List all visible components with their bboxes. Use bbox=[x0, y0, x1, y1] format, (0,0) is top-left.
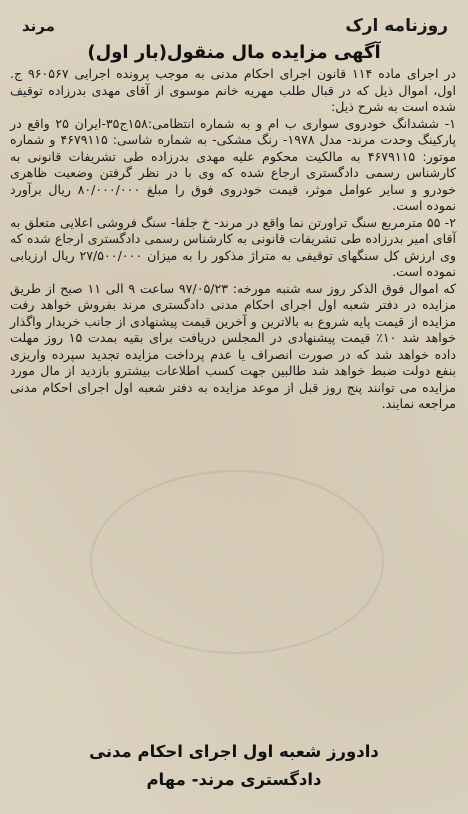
header-row bbox=[22, 14, 448, 38]
signature-title: دادورز شعبه اول اجرای احکام مدنی bbox=[89, 742, 379, 761]
auction-terms-paragraph: که اموال فوق الذکر روز سه شنبه مورخه: ۹۷/۰۵/۲۳ ساعت ۹ الی ۱۱ صبح از طریق مزایده در دفتر شعبه اول اجرای احکام مدنی دادگستری مرند بفروش خواهد رفت مزایده از قیمت پایه شروع به بالاترین و آخرین قیمت پیشنهادی از جانب خریدار واگذار خواهد شد ۱۰٪ قیمت پیشنهادی در المجلس دریافت برای بقیه بمدت ۱۵ روز مهلت داده خواهد شد که در صورت انصراف یا عدم پرداخت مزایده تجدید سپرده واریزی بنفع دولت ضبط خواهد شد طالبین جهت کسب اطلاعات بیشترو بازدید از مال مورد مزایده می توانند پنج روز قبل از موعد مزایده به دفتر شعبه اول اجرای احکام مدنی مراجعه نمایند. bbox=[10, 280, 457, 411]
item-1-paragraph: ۱- ششدانگ خودروی سواری ب ام و به شماره انتظامی:۱۵۸ج۳۵-ایران ۲۵ واقع در پارکینگ وحدت مرند- مدل ۱۹۷۸- رنگ مشکی- به شماره شاسی: ۴۶۷۹۱۱۵ و شماره موتور: ۴۶۷۹۱۱۵ به مالکیت محکوم علیه مهدی بدرزاده طی تشریفات قانونی به کارشناس رسمی دادگستری ارجاع شده که وی با در نظر گرفتن وضعیت ظاهری خودرو و سایر عوامل موثر، قیمت خودروی فوق را مبلغ ۸۰/۰۰۰/۰۰۰ ریال برآورد نموده است. bbox=[10, 115, 457, 213]
signature-organization: دادگستری مرند- مهام bbox=[146, 770, 322, 789]
intro-paragraph: در اجرای ماده ۱۱۴ قانون اجرای احکام مدنی به موجب پرونده اجرایی ۹۶۰۵۶۷ ج. اول، اموال ذیل که در قبال طلب مهریه خانم موسوی از آقای مهدی بدرزاده توقیف شده است به شرح ذیل: bbox=[10, 66, 457, 114]
newspaper-name: روزنامه ارک bbox=[345, 16, 448, 36]
notice-title: آگهی مزایده مال منقول(بار اول) bbox=[87, 42, 381, 63]
city-name: مرند bbox=[22, 17, 55, 35]
item-2-paragraph: ۲- ۵۵ مترمربع سنگ تراورتن نما واقع در مرند- خ جلفا- سنگ فروشی اعلایی متعلق به آقای امیر بدرزاده طی تشریفات قانونی به کارشناس رسمی دادگستری ارجاع شده که وی ارزش کل سنگهای توقیفی به متراژ مذکور را به میزان ۲۷/۵۰۰/۰۰۰ ریال ارزیابی نموده است. bbox=[10, 214, 456, 279]
notice-body bbox=[10, 66, 456, 413]
faded-stamp-watermark bbox=[90, 470, 384, 654]
